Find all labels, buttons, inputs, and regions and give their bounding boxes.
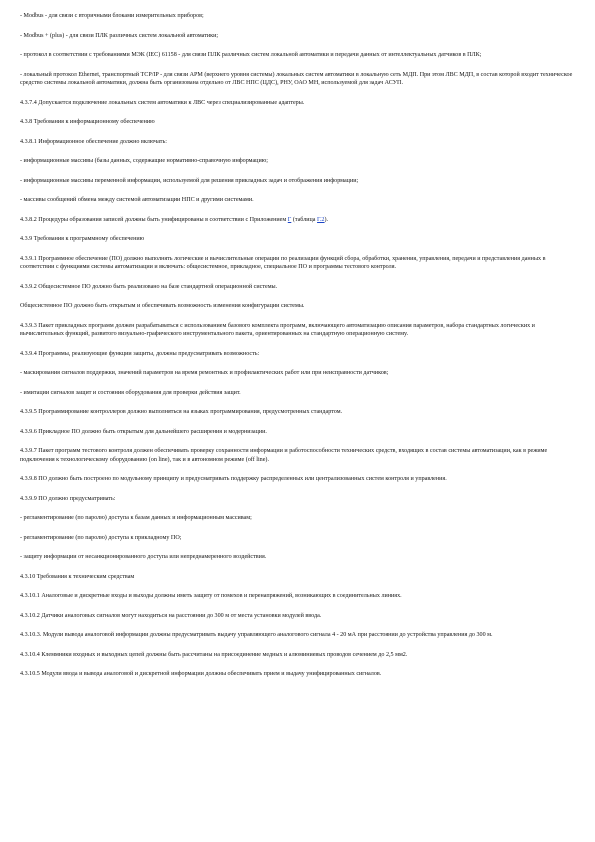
- list-item-modbus-plus: - Modbus + (plus) - для связи ПЛК различных систем локальной автоматики;: [20, 32, 219, 39]
- ref-text-after: ).: [324, 216, 329, 223]
- paragraph-4-3-9-6: 4.3.9.6 Прикладное ПО должно быть открытым для дальнейшего расширения и модернизации.: [20, 428, 267, 435]
- ref-text-middle: (таблица: [291, 216, 318, 223]
- list-item-modbus: - Modbus - для связи с вторичными блоками измерительных приборов;: [20, 13, 204, 19]
- paragraph-4-3-9-3: 4.3.9.3 Пакет прикладных программ должен разрабатываться с использованием базового комплекта программ, включающего автоматизацию описания параметров, набора стандартных логических и вычислительных функций, развитого визуально-графического инструментального пакета, ориентированных на стандартную операционную систему.: [20, 322, 535, 337]
- paragraph-4-3-9-2: 4.3.9.2 Общесистемное ПО должно быть реализовано на базе стандартной операционной системы.: [20, 283, 278, 290]
- paragraph-4-3-10-5: 4.3.10.5 Модули ввода и вывода аналоговой и дискретной информации должны обеспечивать прием и выдачу унифицированных сигналов.: [20, 671, 382, 677]
- section-heading-4-3-8: 4.3.8 Требования к информационному обеспечению: [20, 119, 155, 125]
- list-item-message-arrays: - массивы сообщений обмена между системой автоматизации НПС и другими системами.: [20, 197, 254, 203]
- list-item-iec-61158: - протокол в соответствии с требованиями МЭК (IEC) 61158 - для связи ПЛК различных систем локальной автоматики и передачи данных от интеллектуальных датчиков в ПЛК;: [20, 52, 482, 58]
- list-item-variable-arrays: - информационные массивы переменной информации, используемой для решения прикладных задач и отображения информации;: [20, 177, 359, 184]
- ref-text-before: 4.3.8.2 Процедуры образования записей должны быть унифицированы в соответствии с Приложением: [20, 216, 288, 223]
- paragraph-4-3-8-2: [20, 216, 575, 225]
- paragraph-4-3-9-8: 4.3.9.8 ПО должно быть построено по модульному принципу и предусматривать поддержку распределенных или централизованных систем контроля и управления.: [20, 476, 447, 482]
- list-item-app-access: - регламентирование (по паролю) доступа к прикладному ПО;: [20, 534, 182, 541]
- section-heading-4-3-10: 4.3.10 Требования к техническим средствам: [20, 573, 135, 580]
- list-item-db-access: - регламентирование (по паролю) доступа к базам данных и информационным массивам;: [20, 515, 252, 521]
- paragraph-4-3-9-5: 4.3.9.5 Программирование контроллеров должно выполняться на языках программирования, предусмотренных стандартом.: [20, 409, 343, 415]
- paragraph-4-3-9-7: 4.3.9.7 Пакет программ тестового контроля должен обеспечивать проверку сохранности информации и работоспособности технических средств, входящих в состав системы автоматизации, как в режиме подключения к технологическому оборудованию (on line), так и в автономном режиме (off line).: [20, 448, 548, 463]
- list-item-masking: - маскирования сигналов поддержки, значений параметров на время ремонтных и профилактических работ или при неисправности датчиков;: [20, 370, 389, 376]
- list-item-ethernet: - локальный протокол Ethernet, транспортный TCP/IP - для связи АРМ (верхнего уровня системы) локальных систем автоматики в локальную сеть МДП. При этом ЛВС МДП, в состав которой входит техническое средство системы локальной автоматики, должна быть организована отдельно от ЛВС НПС (ЦДС), РНУ, ОАО МН, используемой для задач АСУП.: [20, 71, 573, 86]
- paragraph-os-open: Общесистемное ПО должно быть открытым и обеспечивать возможность изменения конфигурации системы.: [20, 303, 305, 309]
- paragraph-4-3-10-2: 4.3.10.2 Датчики аналоговых сигналов могут находиться на расстоянии до 300 м от места установки модулей ввода.: [20, 612, 322, 619]
- paragraph-4-3-9-9: 4.3.9.9 ПО должно предусматривать:: [20, 495, 116, 502]
- paragraph-4-3-8-1: 4.3.8.1 Информационное обеспечение должно включать:: [20, 138, 167, 145]
- paragraph-4-3-10-4: 4.3.10.4 Клеммники входных и выходных цепей должны быть рассчитаны на присоединение медных и алюминиевых проводов сечением до 2,5 мм2.: [20, 651, 408, 658]
- list-item-protection: - защиту информации от несанкционированного доступа или непреднамеренного воздействия.: [20, 554, 267, 560]
- paragraph-4-3-9-1: 4.3.9.1 Программное обеспечение (ПО) должно выполнять логические и вычислительные операции по реализации функций сбора, обработки, хранения, управления, передачи и представления данных в соответствии с функциями системы автоматизации и включать: общесистемное, прикладное, специальное ПО и программы тестового контроля.: [20, 255, 546, 270]
- paragraph-4-3-9-4: 4.3.9.4 Программы, реализующие функции защиты, должны предусматривать возможность:: [20, 350, 260, 357]
- paragraph-4-3-10-1: 4.3.10.1 Аналоговые и дискретные входы и выходы должны иметь защиту от помехов и перенапряжений, возникающих в соединительных линиях.: [20, 593, 402, 599]
- list-item-simulation: - имитации сигналов защит и состояния оборудования для проверки действия защит.: [20, 389, 241, 396]
- appendix-g-link[interactable]: Г: [287, 216, 292, 223]
- table-g2-link[interactable]: Г.2: [317, 216, 325, 223]
- section-heading-4-3-9: 4.3.9 Требования к программному обеспечению: [20, 236, 145, 242]
- list-item-reference-arrays: - информационные массивы (базы данных, содержащие нормативно-справочную информацию;: [20, 158, 268, 164]
- document-page: [20, 12, 575, 690]
- paragraph-4-3-7-4: 4.3.7.4 Допускается подключение локальных систем автоматики к ЛВС через специализированные адаптеры.: [20, 99, 305, 106]
- paragraph-4-3-10-3: 4.3.10.3. Модули вывода аналоговой информации должны предусматривать выдачу управляющего аналогового сигнала 4 - 20 мА при расстоянии до устройства управления до 300 м.: [20, 632, 493, 638]
